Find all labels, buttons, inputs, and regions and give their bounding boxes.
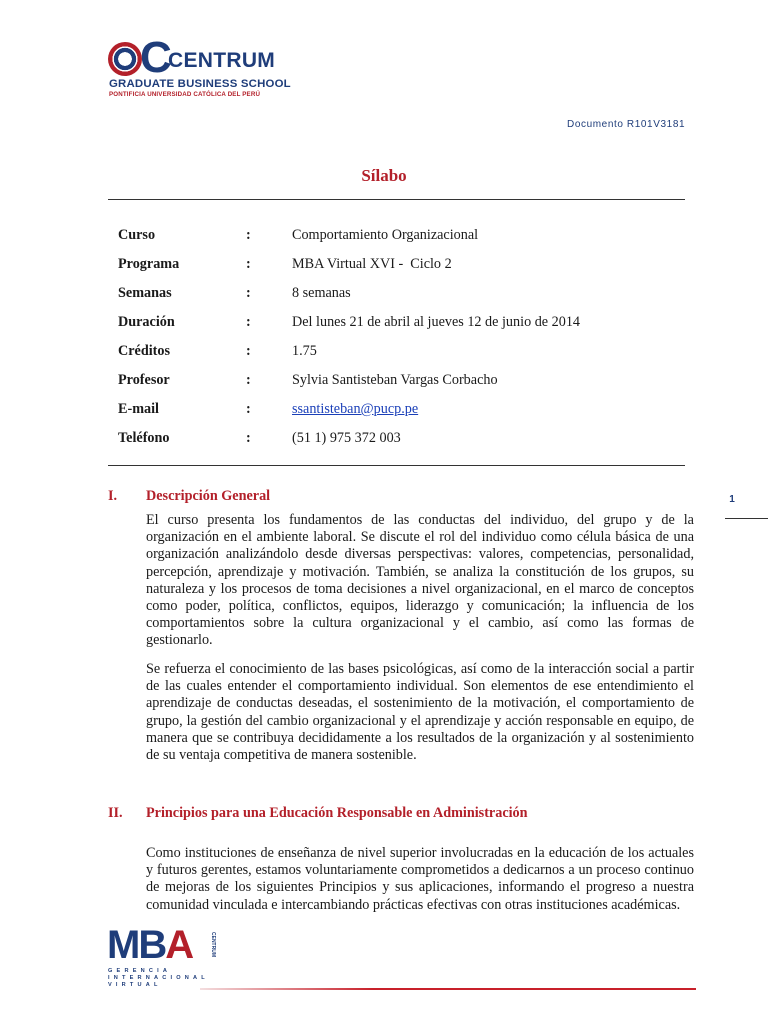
info-divider: [108, 465, 685, 466]
mba-logo: [107, 923, 217, 990]
section-title: Descripción General: [146, 488, 271, 504]
info-row-duracion: [118, 312, 678, 341]
mba-logo-text: MBA: [107, 923, 193, 967]
info-row-creditos: [118, 341, 678, 370]
info-value: Sylvia Santisteban Vargas Corbacho: [292, 372, 498, 388]
info-colon: :: [246, 430, 251, 446]
info-label: Profesor: [118, 372, 170, 388]
info-value: Del lunes 21 de abril al jueves 12 de junio de 2014: [292, 314, 581, 330]
logo-c-mark: C: [140, 33, 172, 82]
mba-edge-label: CENTRUM: [210, 932, 216, 957]
university-seal-icon: [108, 42, 142, 76]
info-colon: :: [246, 227, 251, 243]
section-paragraph: Se refuerza el conocimiento de las bases psicológicas, así como de la interacción social a partir de las cuales entender el comportamiento individual. Son elementos de ese entendimiento el aprendizaje de conductas deseadas, el sostenimiento de la motivación, el comportamiento de grupo, la gestión del cambio organizacional y el aprendizaje y acción responsable en equipo, de manera que se contribuya decididamente a los resultados de la organización y al sostenimiento de su ventaja competitiva de manera sostenible.: [146, 661, 694, 764]
section-paragraph: El curso presenta los fundamentos de las conductas del individuo, del grupo y de la organización en el ambiente laboral. Se discute el rol del individuo como célula básica de una organización analizándolo desde diversas perspectivas: valores, competencias, personalidad, percepción, aprendizaje y motivación. También, se analiza la constitución de los grupos, su naturaleza y los procesos de toma decisiones a nivel organizacional, en el marco de conceptos como poder, política, conflictos, equipos, liderazgo y comunicación; la influencia de los comportamientos sobre la cultura organizacional y el cambio, así como las formas de gestionarlo.: [146, 512, 694, 649]
info-row-curso: [118, 225, 678, 254]
info-label: E-mail: [118, 401, 159, 417]
info-value: (51 1) 975 372 003: [292, 430, 401, 446]
logo-subtitle: GRADUATE BUSINESS SCHOOL: [109, 78, 291, 90]
page-title: Sílabo: [361, 166, 407, 185]
email-link[interactable]: ssantisteban@pucp.pe: [292, 401, 419, 417]
info-row-semanas: [118, 283, 678, 312]
document-code: Documento R101V3181: [567, 119, 686, 130]
info-row-telefono: [118, 428, 678, 457]
course-info-table: [118, 225, 678, 457]
section-paragraph: Como instituciones de enseñanza de nivel superior involucradas en la educación de los actuales y futuros gerentes, estamos voluntariamente comprometidos a dedicarnos a un proceso continuo de mejoras de los siguientes Principios y sus aplicaciones, informando el progreso a nuestra comunidad vinculada e intercambiando prácticas efectivas con otras instituciones académicas.: [146, 845, 694, 913]
info-colon: :: [246, 256, 251, 272]
mba-line: GERENCIA: [108, 968, 172, 974]
mba-line: INTERNACIONAL: [108, 975, 209, 981]
section-title: Principios para una Educación Responsable en Administración: [146, 805, 528, 821]
info-colon: :: [246, 314, 251, 330]
mba-line: VIRTUAL: [108, 982, 162, 988]
info-label: Duración: [118, 314, 175, 330]
info-colon: :: [246, 285, 251, 301]
mba-logo-text: [107, 924, 192, 966]
info-label: Curso: [118, 227, 156, 243]
info-label: Créditos: [118, 343, 171, 359]
info-label: Teléfono: [118, 430, 170, 446]
info-label: Semanas: [118, 285, 172, 301]
info-value: 1.75: [292, 343, 317, 359]
info-label: Programa: [118, 256, 180, 272]
logo-university: PONTIFICIA UNIVERSIDAD CATÓLICA DEL PERÚ: [109, 91, 261, 98]
info-colon: :: [246, 372, 251, 388]
info-value: MBA Virtual XVI - Ciclo 2: [292, 256, 452, 272]
page-number-rule: [725, 518, 768, 519]
info-row-programa: [118, 254, 678, 283]
info-colon: :: [246, 401, 251, 417]
info-row-email: [118, 399, 678, 428]
section-number: II.: [108, 805, 123, 821]
info-row-profesor: [118, 370, 678, 399]
info-value: 8 semanas: [292, 285, 351, 301]
info-colon: :: [246, 343, 251, 359]
centrum-logo: [108, 33, 291, 98]
footer-line: [200, 988, 696, 990]
info-value: Comportamiento Organizacional: [292, 227, 479, 243]
logo-name: CENTRUM: [168, 49, 276, 72]
page-number: 1: [729, 494, 735, 505]
top-divider: [108, 199, 685, 200]
section-number: I.: [108, 488, 118, 504]
